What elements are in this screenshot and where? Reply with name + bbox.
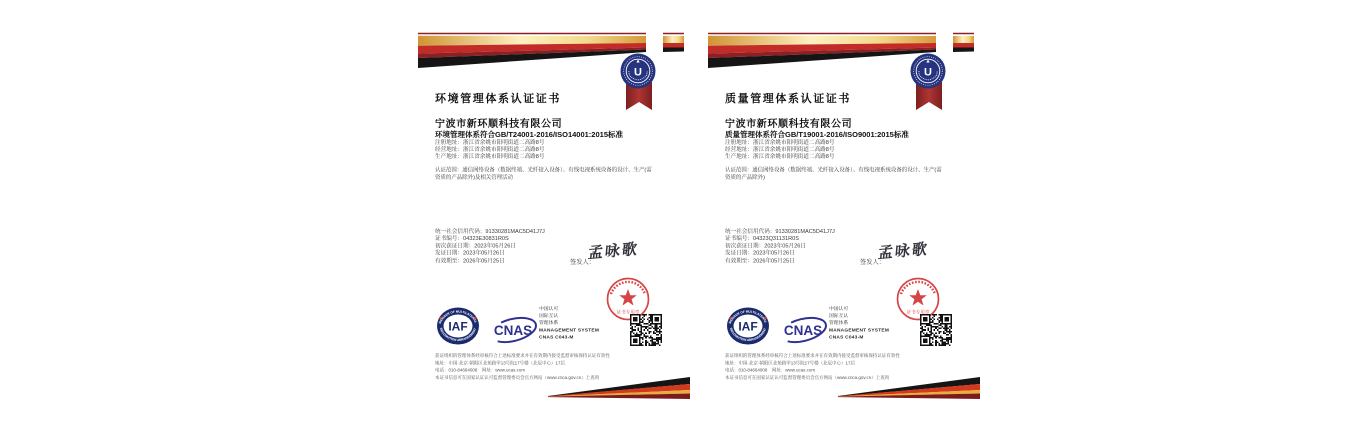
certification-badge-icon [903, 44, 955, 114]
signature: 孟咏歌 [587, 240, 640, 263]
standard-line: 质量管理体系符合GB/T19001-2016/ISO9001:2015标准 [725, 130, 909, 139]
first-issue-date: 初次获证日期：2023年05月26日 [725, 242, 806, 249]
iaf-ring-bottom-text: RECOGNITION ARRANGEMENT [728, 327, 768, 343]
credit-code: 统一社会信用代码：91330281MAC5D41J7J [435, 228, 545, 235]
address-block [725, 139, 835, 160]
iaf-ring-bottom-text: RECOGNITION ARRANGEMENT [438, 327, 478, 343]
certificate-title: 环境管理体系认证证书 [435, 93, 561, 105]
iaf-logo-icon [725, 306, 771, 348]
bottom-stripes-graphic [836, 374, 984, 420]
scope-line-2: 资质的产品除外)及相关管理活动 [435, 174, 513, 181]
production-address: 生产地址：浙江省余姚市阳明街道二高路8号 [725, 153, 835, 160]
accreditation-line: 管理体系 [539, 320, 559, 326]
iaf-label: IAF [448, 319, 468, 334]
scope-line-1: 认证范围：通信网络设备（数据终端、光纤接入设备）、有线电视系统设备的设计、生产(需 [435, 166, 652, 173]
footer-line: 地址：中国·北京·朝阳区北苑路甲13号院17号楼（北辰中心）17层 [435, 360, 565, 366]
certificate-environmental [408, 20, 693, 425]
cnas-logo-icon [778, 314, 828, 346]
address-block [435, 139, 545, 160]
iaf-ring-top-text: MEMBER OF MULTILATERAL [437, 309, 478, 325]
iaf-logo-icon [435, 306, 481, 348]
accreditation-line: 管理体系 [829, 320, 849, 326]
registered-address: 注册地址：浙江省余姚市阳明街道二高路8号 [435, 139, 545, 146]
footer-line: 获证组织的管理体系经审核符合上述标准要求并在有效期内接受监督审核保持认证有效性 [435, 353, 610, 359]
stamp-bottom-text: 证书专用章 [616, 309, 640, 315]
bottom-stripes-graphic [546, 374, 694, 420]
accreditation-text [539, 305, 599, 341]
company-name: 宁波市新环顺科技有限公司 [435, 119, 563, 130]
certificate-number: 证书编号：04323E30831R0S [435, 235, 509, 242]
accreditation-line: CNAS C043-M [829, 334, 864, 340]
signer-label: 签发人： [570, 258, 595, 266]
issue-date: 发证日期：2023年05月26日 [725, 249, 795, 257]
production-address: 生产地址：浙江省余姚市阳明街道二高路8号 [435, 153, 545, 160]
accreditation-line: 中国认可 [829, 305, 849, 311]
accreditation-text [829, 305, 889, 341]
business-address: 经营地址：浙江省余姚市阳明街道二高路8号 [725, 146, 835, 153]
cnas-label: CNAS [783, 323, 823, 338]
iaf-ring-top-text: MEMBER OF MULTILATERAL [727, 309, 768, 325]
certificate-title: 质量管理体系认证证书 [725, 93, 851, 105]
signer-label: 签发人： [860, 258, 885, 266]
footer-line: 本证书信息可在国家认证认可监督管理委员会官方网站（www.cnca.gov.cn）上查询 [725, 374, 890, 380]
accreditation-line: MANAGEMENT SYSTEM [539, 327, 600, 333]
certificate-number: 证书编号：04323Q31131R0S [725, 235, 799, 242]
company-name: 宁波市新环顺科技有限公司 [725, 119, 853, 130]
footer-line: 电话：010-84664008 网址：www.ucas.com [435, 367, 526, 373]
accreditation-line: 国际互认 [539, 312, 559, 319]
accreditation-line: 中国认可 [539, 305, 559, 311]
accreditation-line: MANAGEMENT SYSTEM [829, 327, 890, 333]
footer-line: 地址：中国·北京·朝阳区北苑路甲13号院17号楼（北辰中心）17层 [725, 360, 855, 366]
cnas-logo-icon [488, 314, 538, 346]
issue-date: 发证日期：2023年05月26日 [435, 249, 505, 257]
scope-line-2: 资质的产品除外) [725, 174, 765, 181]
footer-line: 电话：010-84664008 网址：www.ucas.com [725, 367, 816, 373]
signature: 孟咏歌 [877, 240, 930, 263]
certificate-info-block [725, 228, 835, 264]
scope-line-1: 认证范围：通信网络设备（数据终端、光纤接入设备）、有线电视系统设备的设计、生产(需 [725, 166, 942, 173]
certification-scope [725, 166, 942, 181]
certification-scope [435, 166, 652, 181]
certificate-quality [698, 20, 983, 425]
first-issue-date: 初次获证日期：2023年05月26日 [435, 242, 516, 249]
qr-code [920, 314, 952, 346]
footer-line: 本证书信息可在国家认证认可监督管理委员会官方网站（www.cnca.gov.cn）上查询 [435, 374, 600, 380]
iaf-label: IAF [738, 319, 758, 334]
credit-code: 统一社会信用代码：91330281MAC5D41J7J [725, 228, 835, 235]
certificate-info-block [435, 228, 545, 264]
business-address: 经营地址：浙江省余姚市阳明街道二高路8号 [435, 146, 545, 153]
qr-code [630, 314, 662, 346]
cnas-label: CNAS [493, 323, 533, 338]
certification-badge-icon [613, 44, 665, 114]
valid-until: 有效期至：2026年05月25日 [435, 257, 505, 264]
registered-address: 注册地址：浙江省余姚市阳明街道二高路8号 [725, 139, 835, 146]
accreditation-line: 国际互认 [829, 312, 849, 319]
accreditation-line: CNAS C043-M [539, 334, 574, 340]
valid-until: 有效期至：2026年05月25日 [725, 257, 795, 264]
badge-letter: U [924, 66, 932, 79]
badge-letter: U [634, 66, 642, 79]
stamp-bottom-text: 证书专用章 [906, 309, 930, 315]
footer-line: 获证组织的管理体系经审核符合上述标准要求并在有效期内接受监督审核保持认证有效性 [725, 353, 900, 359]
standard-line: 环境管理体系符合GB/T24001-2016/ISO14001:2015标准 [435, 130, 623, 139]
